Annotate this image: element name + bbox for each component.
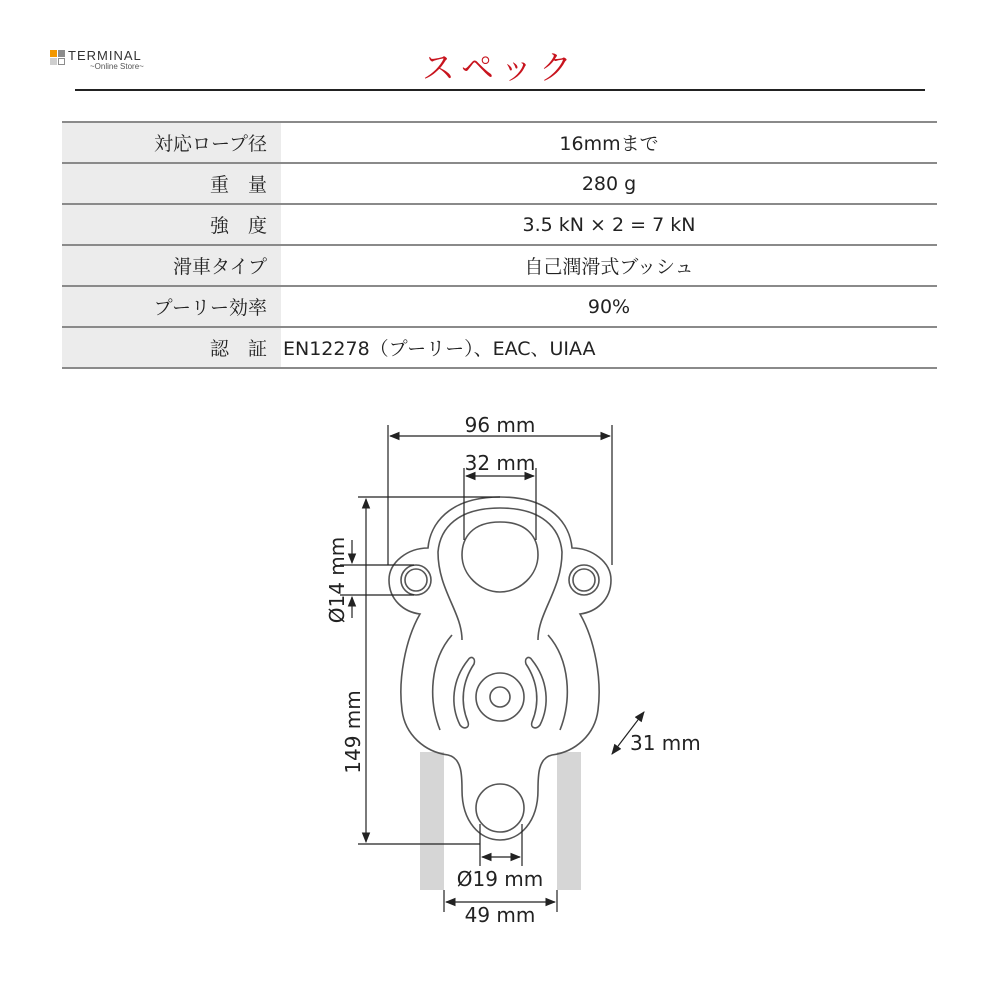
dim-label-opening: 32 mm [464,451,536,475]
brand-subtitle: ~Online Store~ [90,62,144,71]
spec-value: 自己潤滑式ブッシュ [281,245,937,286]
spec-label: 重 量 [62,163,281,204]
rope-right [557,752,581,890]
dim-label-bottom-hole: Ø19 mm [456,867,544,891]
dim-label-thickness: 31 mm [630,731,701,755]
dim-label-width: 96 mm [464,413,536,437]
spec-value: 280 g [281,163,937,204]
dim-label-sheave-width: 49 mm [464,903,536,927]
spec-value: EN12278（プーリー）、EAC、UIAA [281,327,937,368]
dim-label-side-hole: Ø14 mm [325,536,349,624]
spec-label: 滑車タイプ [62,245,281,286]
spec-value: 16mmまで [281,122,937,163]
spec-label: プーリー効率 [62,286,281,327]
spec-value: 90% [281,286,937,327]
spec-value: 3.5 kN × 2 = 7 kN [281,204,937,245]
rope-left [420,752,444,890]
page-title: スペック [422,48,578,87]
spec-label: 認 証 [62,327,281,368]
brand-name: TERMINAL [68,48,142,63]
spec-label: 対応ロープ径 [62,122,281,163]
spec-label: 強 度 [62,204,281,245]
dim-label-height: 149 mm [341,690,365,774]
